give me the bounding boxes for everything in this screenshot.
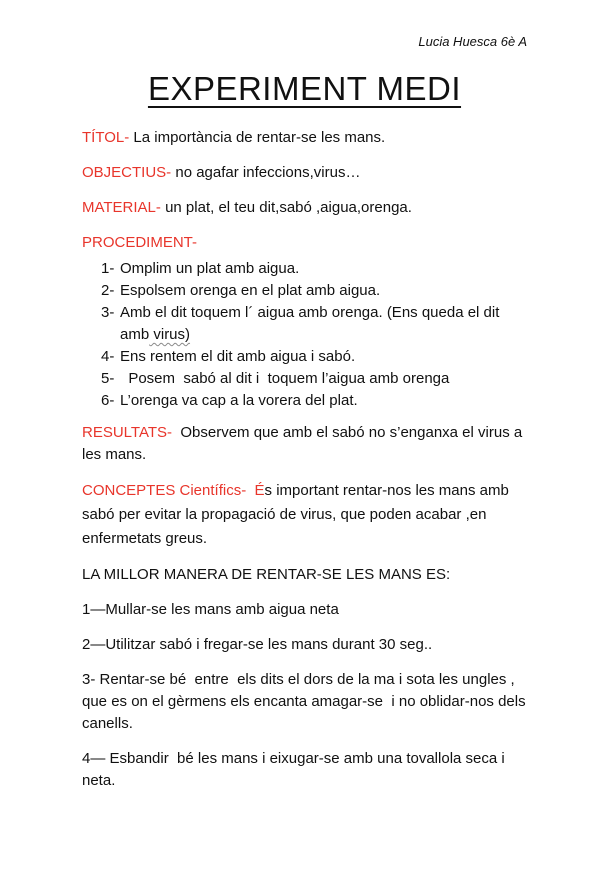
step-number: 4-	[101, 348, 115, 365]
step-text: Espolsem orenga en el plat amb aigua.	[120, 282, 381, 299]
conceptes-line	[82, 479, 527, 551]
resultats-line	[82, 422, 527, 466]
manera-item: 4— Esbandir bé les mans i eixugar-se amb una tovallola seca i neta.	[82, 750, 509, 789]
document-body	[82, 127, 530, 805]
list-item	[82, 280, 527, 302]
page-title: EXPERIMENT MEDI	[147, 70, 462, 107]
titol-line	[82, 127, 527, 149]
list-item	[82, 368, 527, 390]
objectius-label: OBJECTIUS-	[82, 164, 172, 181]
step-number: 6-	[101, 392, 115, 409]
titol-label: TÍTOL-	[82, 129, 130, 146]
titol-text: La importància de rentar-se les mans.	[129, 129, 386, 146]
resultats-text: Observem que amb el sabó no s’enganxa el virus a les mans.	[82, 424, 527, 463]
manera-item: 3- Rentar-se bé entre els dits el dors de la ma i sota les ungles , que es on el gèrmens els encanta amagar-se i no oblidar-nos dels canells.	[82, 671, 530, 732]
resultats-label: RESULTATS-	[82, 424, 173, 441]
material-label: MATERIAL-	[82, 199, 161, 216]
step-text: L’orenga va cap a la vorera del plat.	[120, 392, 358, 409]
procediment-label: PROCEDIMENT-	[82, 234, 198, 251]
objectius-line	[82, 162, 527, 184]
list-item	[82, 258, 527, 280]
procediment-heading	[82, 232, 527, 254]
list-item	[82, 302, 527, 346]
procedure-steps	[82, 258, 527, 412]
manera-item: 2—Utilitzar sabó i fregar-se les mans durant 30 seg..	[82, 636, 433, 653]
step-text: Omplim un plat amb aigua.	[120, 260, 300, 277]
objectius-text: no agafar infeccions,virus…	[171, 164, 361, 181]
material-line	[82, 197, 527, 219]
material-text: un plat, el teu dit,sabó ,aigua,orenga.	[160, 199, 412, 216]
list-item	[82, 346, 527, 368]
step-number: 1-	[101, 260, 115, 277]
step-text: Posem sabó al dit i toquem l’aigua amb orenga	[120, 370, 450, 387]
author-name: Lucia Huesca 6è A	[418, 34, 527, 49]
step-text-misspelled: virus)	[149, 326, 191, 343]
step-text: Amb el dit toquem l´ aigua amb orenga. (Ens queda el dit amb	[120, 304, 500, 343]
manera-item: 1—Mullar-se les mans amb aigua neta	[82, 601, 339, 618]
conceptes-text: s important rentar-nos les mans amb sabó per evitar la propagació de virus, que poden acabar ,en enfermetats greus.	[82, 482, 509, 547]
step-text: Ens rentem el dit amb aigua i sabó.	[120, 348, 356, 365]
conceptes-label: CONCEPTES Científics- É	[82, 482, 265, 499]
step-number: 3-	[101, 304, 115, 321]
step-number: 5-	[101, 370, 115, 387]
manera-heading: LA MILLOR MANERA DE RENTAR-SE LES MANS ES:	[82, 566, 451, 583]
list-item	[82, 390, 527, 412]
step-number: 2-	[101, 282, 115, 299]
